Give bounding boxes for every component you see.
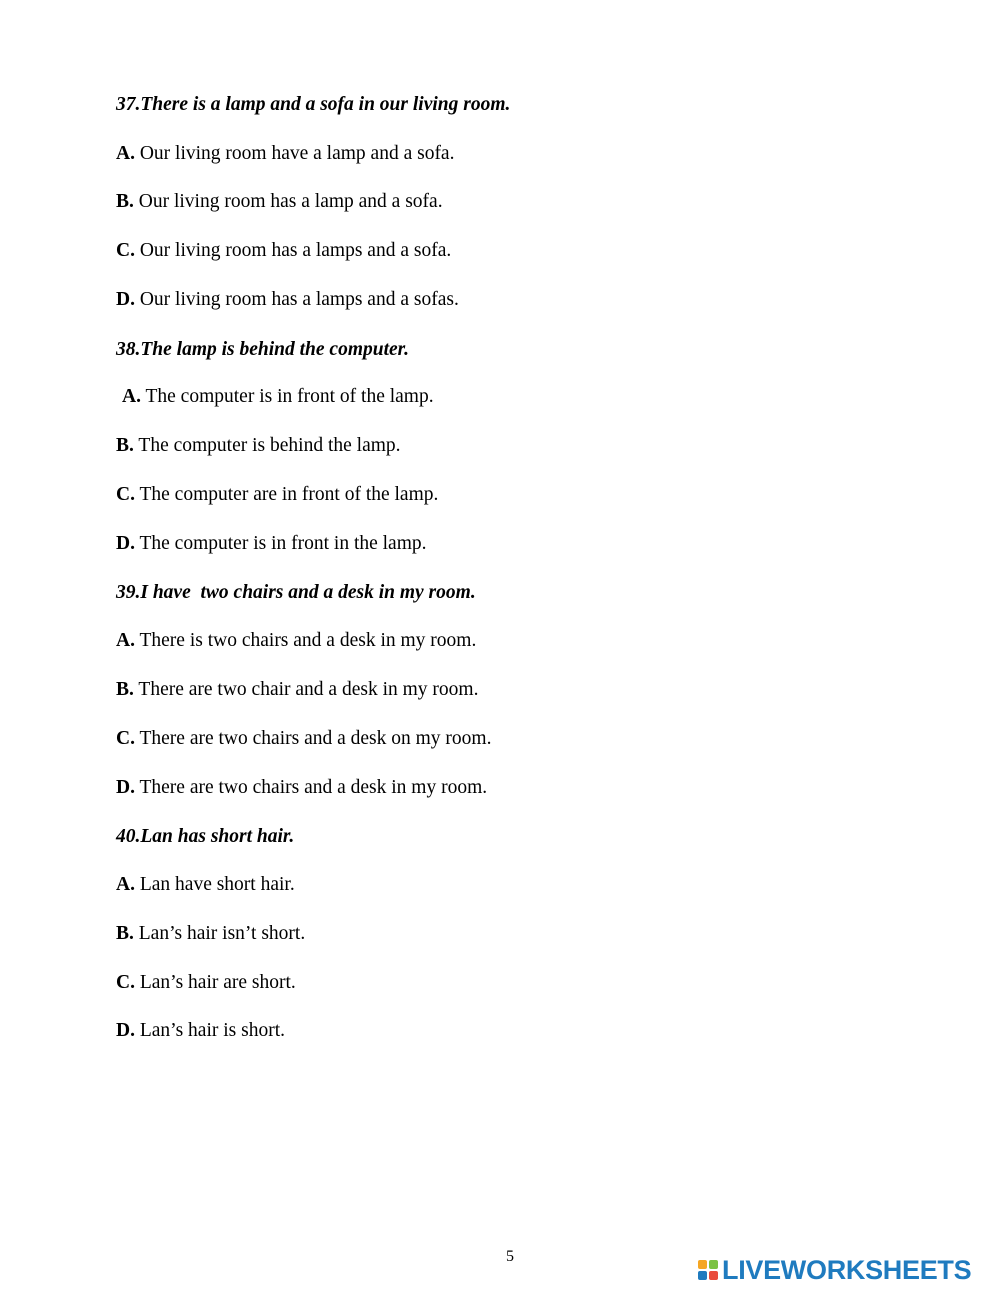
option-text: Our living room has a lamps and a sofa. [134,240,452,261]
option-text: The computer is in front in the lamp. [134,533,427,554]
logo-square-1 [698,1260,707,1269]
question-39-option-a [116,629,476,653]
question-39-option-d [116,776,487,800]
option-letter: B. [116,679,134,700]
option-letter: A. [116,143,135,164]
question-40-option-d [116,1019,285,1043]
option-text: Lan have short hair. [134,874,295,895]
option-letter: D. [116,1020,135,1041]
option-text: Our living room has a lamp and a sofa. [133,191,443,212]
logo-square-4 [709,1271,718,1280]
option-letter: B. [116,923,134,944]
option-text: There are two chairs and a desk on my room. [134,728,492,749]
option-letter: B. [116,435,134,456]
question-38-option-b [116,434,401,458]
option-letter: B. [116,191,134,212]
question-40-option-a [116,873,295,897]
question-38-prompt: 38.The lamp is behind the computer. [116,339,410,360]
question-38-option-c [116,483,438,507]
logo-square-2 [709,1260,718,1269]
option-text: There are two chair and a desk in my room. [133,679,479,700]
option-text: Our living room have a lamp and a sofa. [134,143,455,164]
option-letter: C. [116,972,135,993]
liveworksheets-logo [698,1253,971,1287]
question-37-prompt: 37.There is a lamp and a sofa in our living room. [116,94,511,115]
option-text: Lan’s hair are short. [134,972,296,993]
question-37-option-b [116,190,443,214]
option-letter: C. [116,728,135,749]
logo-square-3 [698,1271,707,1280]
option-text: The computer is in front of the lamp. [140,386,434,407]
option-text: There are two chairs and a desk in my room. [134,777,488,798]
option-letter: C. [116,484,135,505]
question-37-option-a [116,142,454,166]
question-39-option-b [116,678,478,702]
question-40-prompt: 40.Lan has short hair. [116,826,295,847]
question-40-option-c [116,971,296,995]
option-letter: D. [116,289,135,310]
question-37-option-d [116,288,459,312]
option-letter: C. [116,240,135,261]
option-letter: D. [116,777,135,798]
question-40-option-b [116,922,305,946]
option-text: Lan’s hair is short. [134,1020,285,1041]
option-letter: A. [116,874,135,895]
option-text: Lan’s hair isn’t short. [133,923,306,944]
liveworksheets-logo-text: LIVEWORKSHEETS [722,1254,972,1285]
question-37-option-c [116,239,451,263]
option-text: There is two chairs and a desk in my room. [134,630,477,651]
option-letter: A. [116,630,135,651]
liveworksheets-logo-icon [698,1260,718,1280]
option-text: The computer is behind the lamp. [133,435,401,456]
question-38-option-d [116,532,427,556]
option-letter: D. [116,533,135,554]
question-39-option-c [116,727,491,751]
option-text: Our living room has a lamps and a sofas. [134,289,459,310]
question-39-prompt: 39.I have two chairs and a desk in my room. [116,582,476,603]
page-number: 5 [506,1248,514,1265]
option-letter: A. [122,386,141,407]
question-38-option-a [122,385,434,409]
option-text: The computer are in front of the lamp. [134,484,439,505]
